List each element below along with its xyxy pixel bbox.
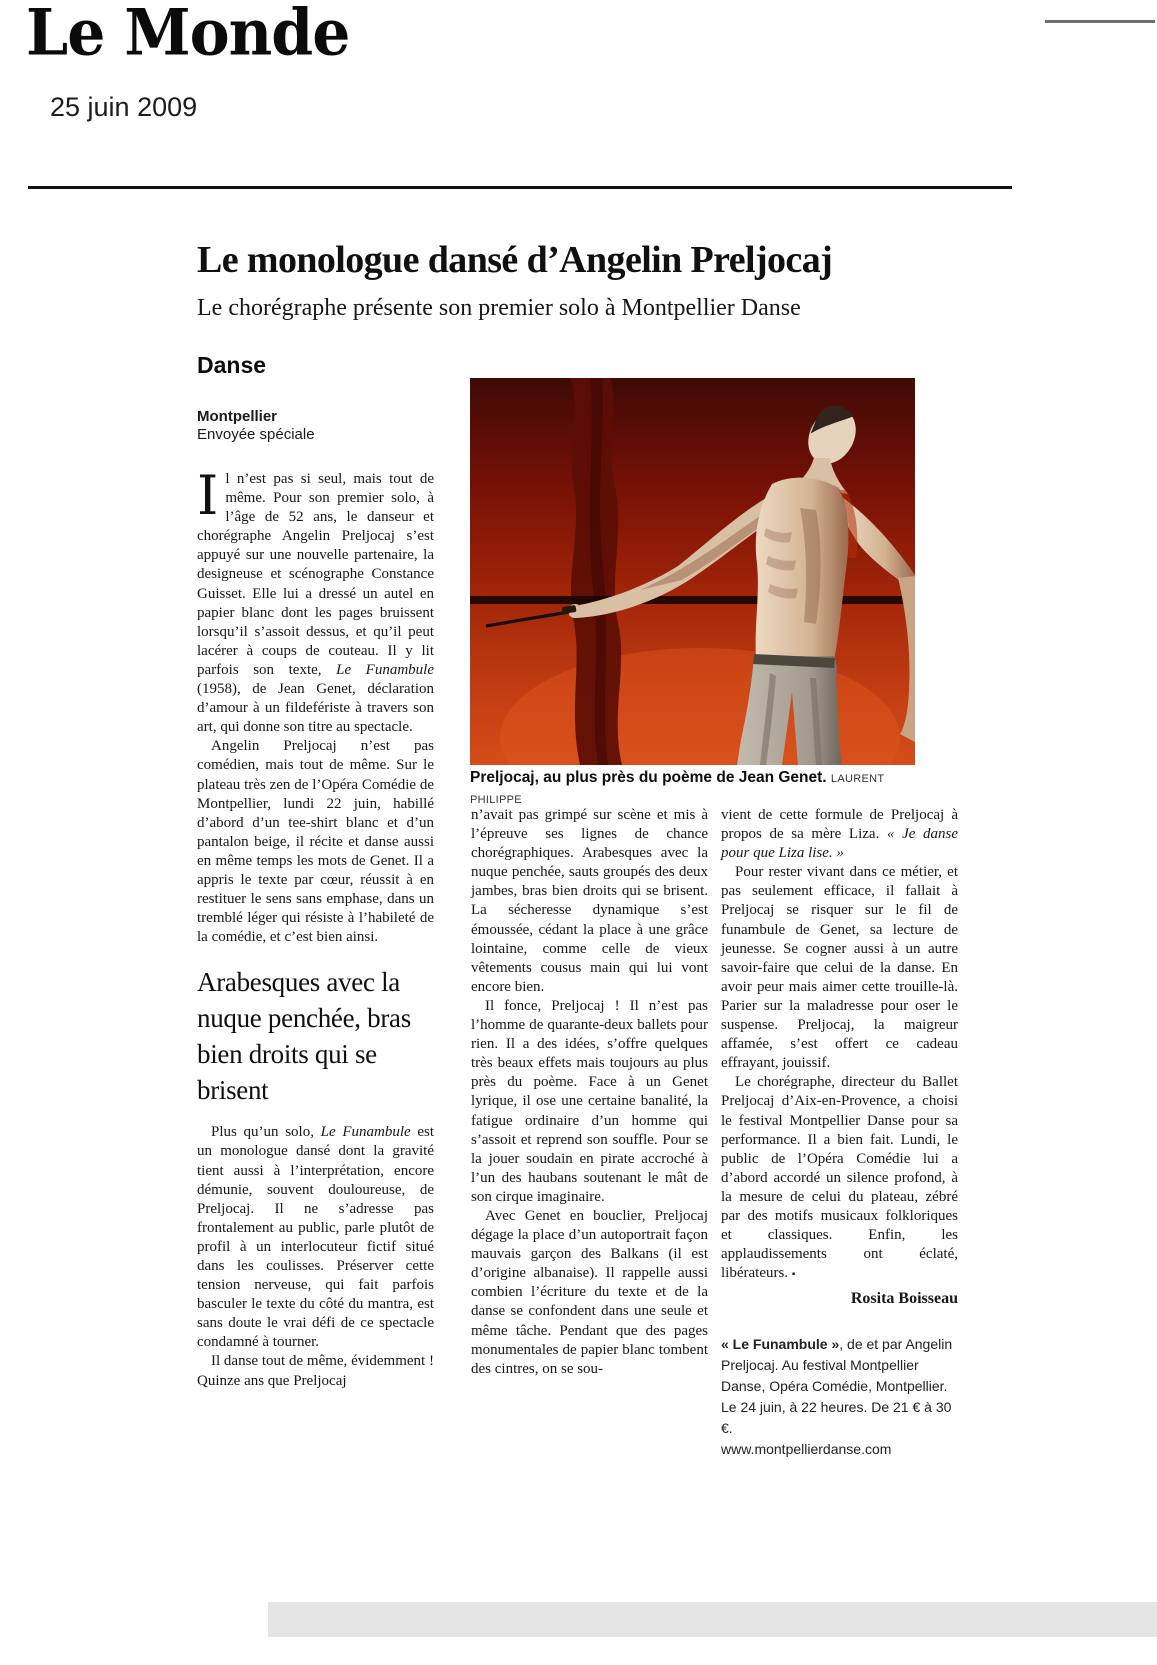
caption-text: Preljocaj, au plus près du poème de Jean Genet. — [470, 769, 831, 786]
infobox-details: , de et par Angelin Preljocaj. Au festival Montpellier Danse, Opéra Comédie, Montpellier. Le 24 juin, à 22 heures. De 21 € à 30 €. — [721, 1336, 953, 1437]
dateline-role: Envoyée spéciale — [197, 426, 315, 443]
event-infobox — [721, 1334, 958, 1460]
photo-credit: LAURENT PHILIPPE — [470, 773, 885, 806]
work-title: Le Funambule — [336, 661, 434, 678]
body-text: (1958), de Jean Genet, déclaration d’amour à un fildefériste à travers son art, qui donne son titre au spectacle. — [197, 681, 434, 736]
byline: Rosita Boisseau — [850, 1290, 958, 1308]
paragraph: Angelin Preljocaj n’est pas comédien, mais tout de même. Sur le plateau très zen de l’Opéra Comédie de Montpellier, lundi 22 juin, habillé d’abord d’un tee-shirt blanc et d’un pantalon beige, il récite et danse aussi en même temps les mots de Genet. Il a appris le texte par cœur, réussit à en restituer le sens sans emphase, dans un tremblé léger qui résiste à l’habileté de la comédie, et c’est bien ainsi. — [197, 738, 434, 946]
dancer-photo-illustration — [470, 378, 915, 765]
body-text: est un monologue dansé dont la gravité tient aussi à l’interprétation, encore démunie, souvent douloureuse, de Preljocaj. Il ne s’adresse pas frontalement au public, parle plutôt de profil à un interlocuteur fictif situé dans les coulisses. Préserver cette tension nerveuse, qui fait parfois basculer le texte du côté du mantra, est sans doute le vrai défi de ce spectacle condamné à tourner. — [197, 1124, 434, 1351]
paragraph — [197, 464, 434, 737]
stage-bar — [470, 596, 915, 604]
article-title: Le monologue dansé d’Angelin Preljocaj — [197, 239, 833, 281]
paragraph: Il fonce, Preljocaj ! Il n’est pas l’homme de quarante-deux ballets pour rien. Il a des idées, s’offre quelques très beaux effets mais toujours au plus près du poème. Face à un Genet lyrique, il ose une certaine banalité, la fatigue ordinaire d’un homme qui s’assoit et reprend son souffle. Pour se la jouer soudain en pirate accroché à l’un des haubans soutenant le mât de son cirque imaginaire. — [471, 997, 708, 1205]
body-text: l n’est pas si seul, mais tout de même. Pour son premier solo, à l’âge de 52 ans, le danseur et chorégraphe Angelin Preljocaj s’est appuyé sur une nouvelle partenaire, la designeuse et scénographe Constance Guisset. Elle lui a dressé un autel en papier blanc dont les pages bruissent lorsqu’il s’assoit dessus, et qu’il peut lacérer à coups de couteau. Il y lit parfois son texte, — [197, 471, 434, 678]
le-monde-logo: Le Monde — [26, 0, 350, 71]
dateline-city: Montpellier — [197, 408, 278, 425]
top-right-rule — [1045, 20, 1155, 23]
paragraph: Avec Genet en bouclier, Preljocaj dégage la place d’un autoportrait façon mauvais garçon des Balkans (il est d’origine albanaise). Il rappelle aussi combien l’écriture du texte et de la danse se confondent dans une seule et même tâche. Pendant que des pages monumentales de papier blanc tombent des cintres, on se sou- — [471, 1207, 708, 1377]
body-text: Le chorégraphe, directeur du Ballet Preljocaj d’Aix-en-Provence, a choisi le festival Montpellier Danse pour sa performance. Il a bien fait. Lundi, le public de l’Opéra Comédie lui a d’abord accordé un silence profond, à la mesure de celui du plateau, zébré par des motifs musicaux folkloriques et classiques. Enfin, les applaudissements ont éclaté, libérateurs. — [721, 1074, 958, 1282]
column-2 — [471, 806, 708, 1379]
masthead-rule — [28, 186, 1012, 189]
paragraph — [721, 1073, 958, 1284]
paragraph — [721, 806, 958, 863]
paragraph: Pour rester vivant dans ce métier, et pas seulement efficace, il fallait à Preljocaj se risquer sur le fil de funambule de Genet, sa lecture de jeunesse. Se cogner aussi à un autre savoir-faire que celui de la danse. En avoir peur mais aimer cette trouille-là. Parier sur la maladresse pour oser le suspense. Preljocaj, la maigreur affamée, s’est offert ce cadeau effrayant, jouissif. — [721, 864, 958, 1072]
bottom-gray-bar — [268, 1602, 1157, 1637]
column-1 — [197, 464, 434, 1391]
issue-date: 25 juin 2009 — [50, 92, 198, 122]
body-text: Plus qu’un solo, — [211, 1124, 321, 1141]
crosshead: Arabesques avec la nuque penchée, bras bien droits qui se brisent — [197, 967, 411, 1106]
section-label: Danse — [197, 352, 267, 378]
article-subtitle: Le chorégraphe présente son premier solo à Montpellier Danse — [197, 295, 801, 321]
end-of-article-mark: ▪ — [791, 1269, 796, 1281]
dateline — [197, 408, 315, 444]
paragraph: n’avait pas grimpé sur scène et mis à l’épreuve ses lignes de chance chorégraphiques. Arabesques avec la nuque penchée, sauts groupés des deux jambes, bras bien droits qui se brisent. La sécheresse dynamique s’est émoussée, cédant la place à une grâce lointaine, comme celle de vieux vêtements cousus main qui lui vont encore bien. — [471, 807, 708, 995]
quote-text: « Je danse pour que Liza lise. » — [721, 826, 959, 862]
body-text: vient de cette formule de Preljocaj à propos de sa mère Liza. — [721, 807, 958, 843]
paragraph: Il danse tout de même, évidemment ! Quinze ans que Preljocaj — [197, 1353, 434, 1389]
column-3 — [721, 806, 958, 1460]
work-title: Le Funambule — [320, 1124, 411, 1141]
infobox-url: www.montpellierdanse.com — [721, 1441, 892, 1458]
infobox-title: « Le Funambule » — [721, 1336, 840, 1353]
photo-caption — [470, 768, 916, 810]
stage-photo — [470, 378, 915, 765]
drop-cap: I — [197, 464, 219, 527]
paragraph — [197, 1123, 434, 1352]
